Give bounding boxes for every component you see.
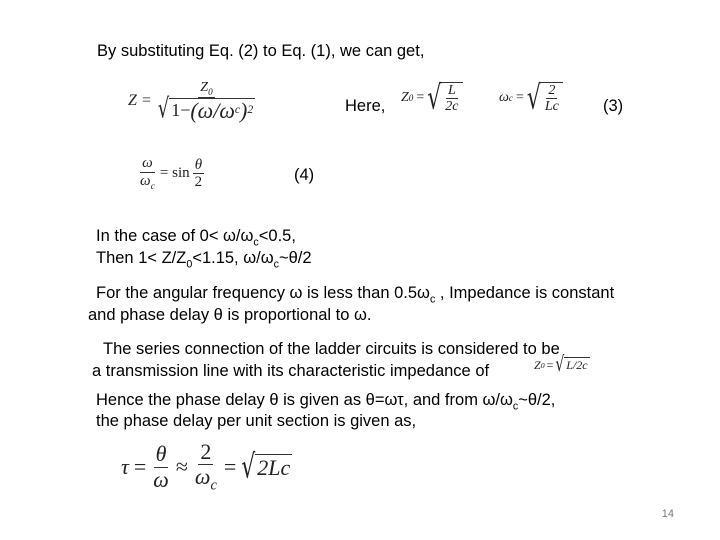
impedance-equation bbox=[128, 80, 257, 126]
intro-text: By substituting Eq. (2) to Eq. (1), we can get, bbox=[97, 42, 425, 60]
series-line-2: a transmission line with its characteristic impedance of bbox=[92, 362, 490, 380]
page-number: 14 bbox=[661, 508, 674, 520]
hence-line-2: the phase delay per unit section is given as, bbox=[96, 412, 417, 430]
series-line-1: The series connection of the ladder circuits is considered to be bbox=[103, 340, 560, 358]
impedance-fraction: $Z_0$ √ 1− (ω/ω c ) 2 bbox=[157, 80, 254, 126]
equation-number-3: (3) bbox=[603, 97, 624, 115]
z0-equation: Z 0 = √ $\frac{L}{2c}$ bbox=[401, 82, 463, 115]
tau-equation: τ = $\frac{\theta}{\omega}$ ≈ $\frac{2}{\omega_c}$ = √ 2Lc bbox=[121, 439, 291, 494]
z0-inline-equation: Z 0 = √ L/2c bbox=[534, 353, 588, 377]
then-line: Then $1< Z/Z_0<1.15$, $\omega/\omega_c\sim\theta/2$ bbox=[96, 249, 312, 271]
angular-line-1: For the angular frequency ω is less than $0.5\omega_c$ , Impedance is constant bbox=[96, 284, 615, 306]
omega-sin-equation: $\frac{\omega}{\omega_c}$ = sin $\frac{\theta}{2}$ bbox=[140, 155, 203, 192]
case-line: In the case of $0< \omega/\omega_c<0.5$, bbox=[96, 227, 296, 249]
wc-equation: ω c = √ $\frac{2}{Lc}$ bbox=[499, 82, 563, 115]
sqrt-icon: √ L/2c bbox=[555, 353, 588, 377]
sqrt-icon: √ $\frac{2}{Lc}$ bbox=[527, 82, 563, 115]
angular-line-2: and phase delay θ is proportional to ω. bbox=[88, 306, 372, 324]
z-lhs: Z = bbox=[128, 92, 152, 110]
sqrt-icon: √ $\frac{L}{2c}$ bbox=[427, 82, 462, 115]
equation-number-4: (4) bbox=[294, 166, 315, 184]
sqrt-icon: √ 1− (ω/ω c ) 2 bbox=[157, 94, 254, 126]
sqrt-icon: √ 2Lc bbox=[241, 448, 291, 486]
hence-line-1: Hence the phase delay θ is given as θ=ωτ, and from $\omega/\omega_c\sim\theta/2$, bbox=[96, 391, 556, 413]
here-label: Here, bbox=[345, 97, 386, 115]
